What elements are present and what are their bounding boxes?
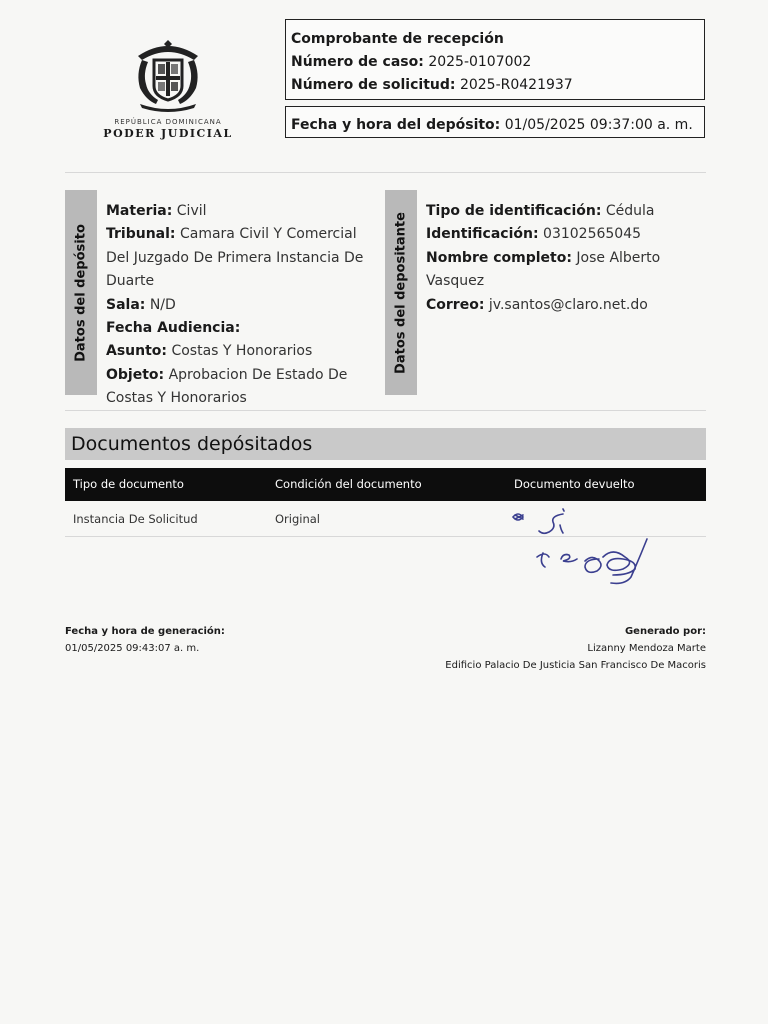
request-number-value: 2025-R0421937	[459, 77, 573, 93]
generation-datetime-value: 01/05/2025 09:43:07 a. m.	[65, 643, 200, 654]
deposit-datetime-box	[285, 106, 705, 138]
documents-title: Documentos depósitados	[65, 428, 706, 460]
column-header: Documento devuelto	[514, 477, 635, 491]
case-number-label: Número de caso:	[291, 54, 424, 70]
materia-field: Materia: Civil	[106, 203, 207, 219]
deposit-data-fields	[106, 200, 381, 411]
column-header: Condición del documento	[275, 477, 422, 491]
id-field: Identificación: 03102565045	[426, 226, 642, 243]
generated-by-info	[445, 623, 706, 674]
deposit-data-tab	[65, 190, 97, 395]
country-name: REPÚBLICA DOMINICANA	[114, 118, 222, 126]
deposit-datetime-label: Fecha y hora del depósito:	[291, 117, 501, 133]
generated-by-value: Lizanny Mendoza Marte	[587, 643, 706, 654]
depositor-data-tab	[385, 190, 417, 395]
deposit-datetime-value: 01/05/2025 09:37:00 a. m.	[504, 117, 693, 133]
divider	[65, 172, 706, 173]
deposit-datetime-line	[291, 114, 699, 137]
column-header: Tipo de documento	[73, 477, 184, 491]
full-name-field: Nombre completo: Jose Alberto Vasquez	[426, 249, 661, 290]
tribunal-field: Tribunal: Camara Civil Y Comercial Del Juzgado De Primera Instancia De Duarte	[106, 226, 364, 290]
generation-datetime-label: Fecha y hora de generación:	[65, 626, 225, 637]
generation-location: Edificio Palacio De Justicia San Francisco De Macoris	[445, 660, 706, 671]
receipt-title: Comprobante de recepción	[291, 31, 504, 47]
objeto-field: Objeto: Aprobacion De Estado De Costas Y Honorarios	[106, 366, 348, 407]
depositor-data-tab-label: Datos del depositante	[393, 211, 409, 374]
divider	[65, 410, 706, 411]
asunto-field: Asunto: Costas Y Honorarios	[106, 343, 313, 360]
deposit-data-tab-label: Datos del depósito	[73, 223, 89, 362]
judicial-logo	[98, 34, 238, 140]
institution-name: PODER JUDICIAL	[103, 127, 233, 140]
email-field: Correo: jv.santos@claro.net.do	[426, 296, 648, 313]
coat-of-arms-icon	[128, 34, 208, 112]
document-type-cell: Instancia De Solicitud	[73, 512, 198, 526]
request-number-label: Número de solicitud:	[291, 77, 456, 93]
case-number-value: 2025-0107002	[428, 54, 532, 70]
fecha-audiencia-field: Fecha Audiencia:	[106, 320, 241, 337]
case-number-line	[291, 51, 699, 74]
documents-table-header	[65, 468, 706, 501]
depositor-data-fields	[426, 200, 706, 317]
generated-by-label: Generado por:	[624, 626, 706, 637]
generation-info	[65, 623, 225, 657]
receipt-header-box	[285, 19, 705, 100]
sala-field: Sala: N/D	[106, 296, 176, 313]
request-number-line	[291, 74, 699, 97]
id-type-field: Tipo de identificación: Cédula	[426, 203, 655, 219]
handwritten-signature	[505, 505, 675, 595]
document-condition-cell: Original	[275, 512, 321, 526]
